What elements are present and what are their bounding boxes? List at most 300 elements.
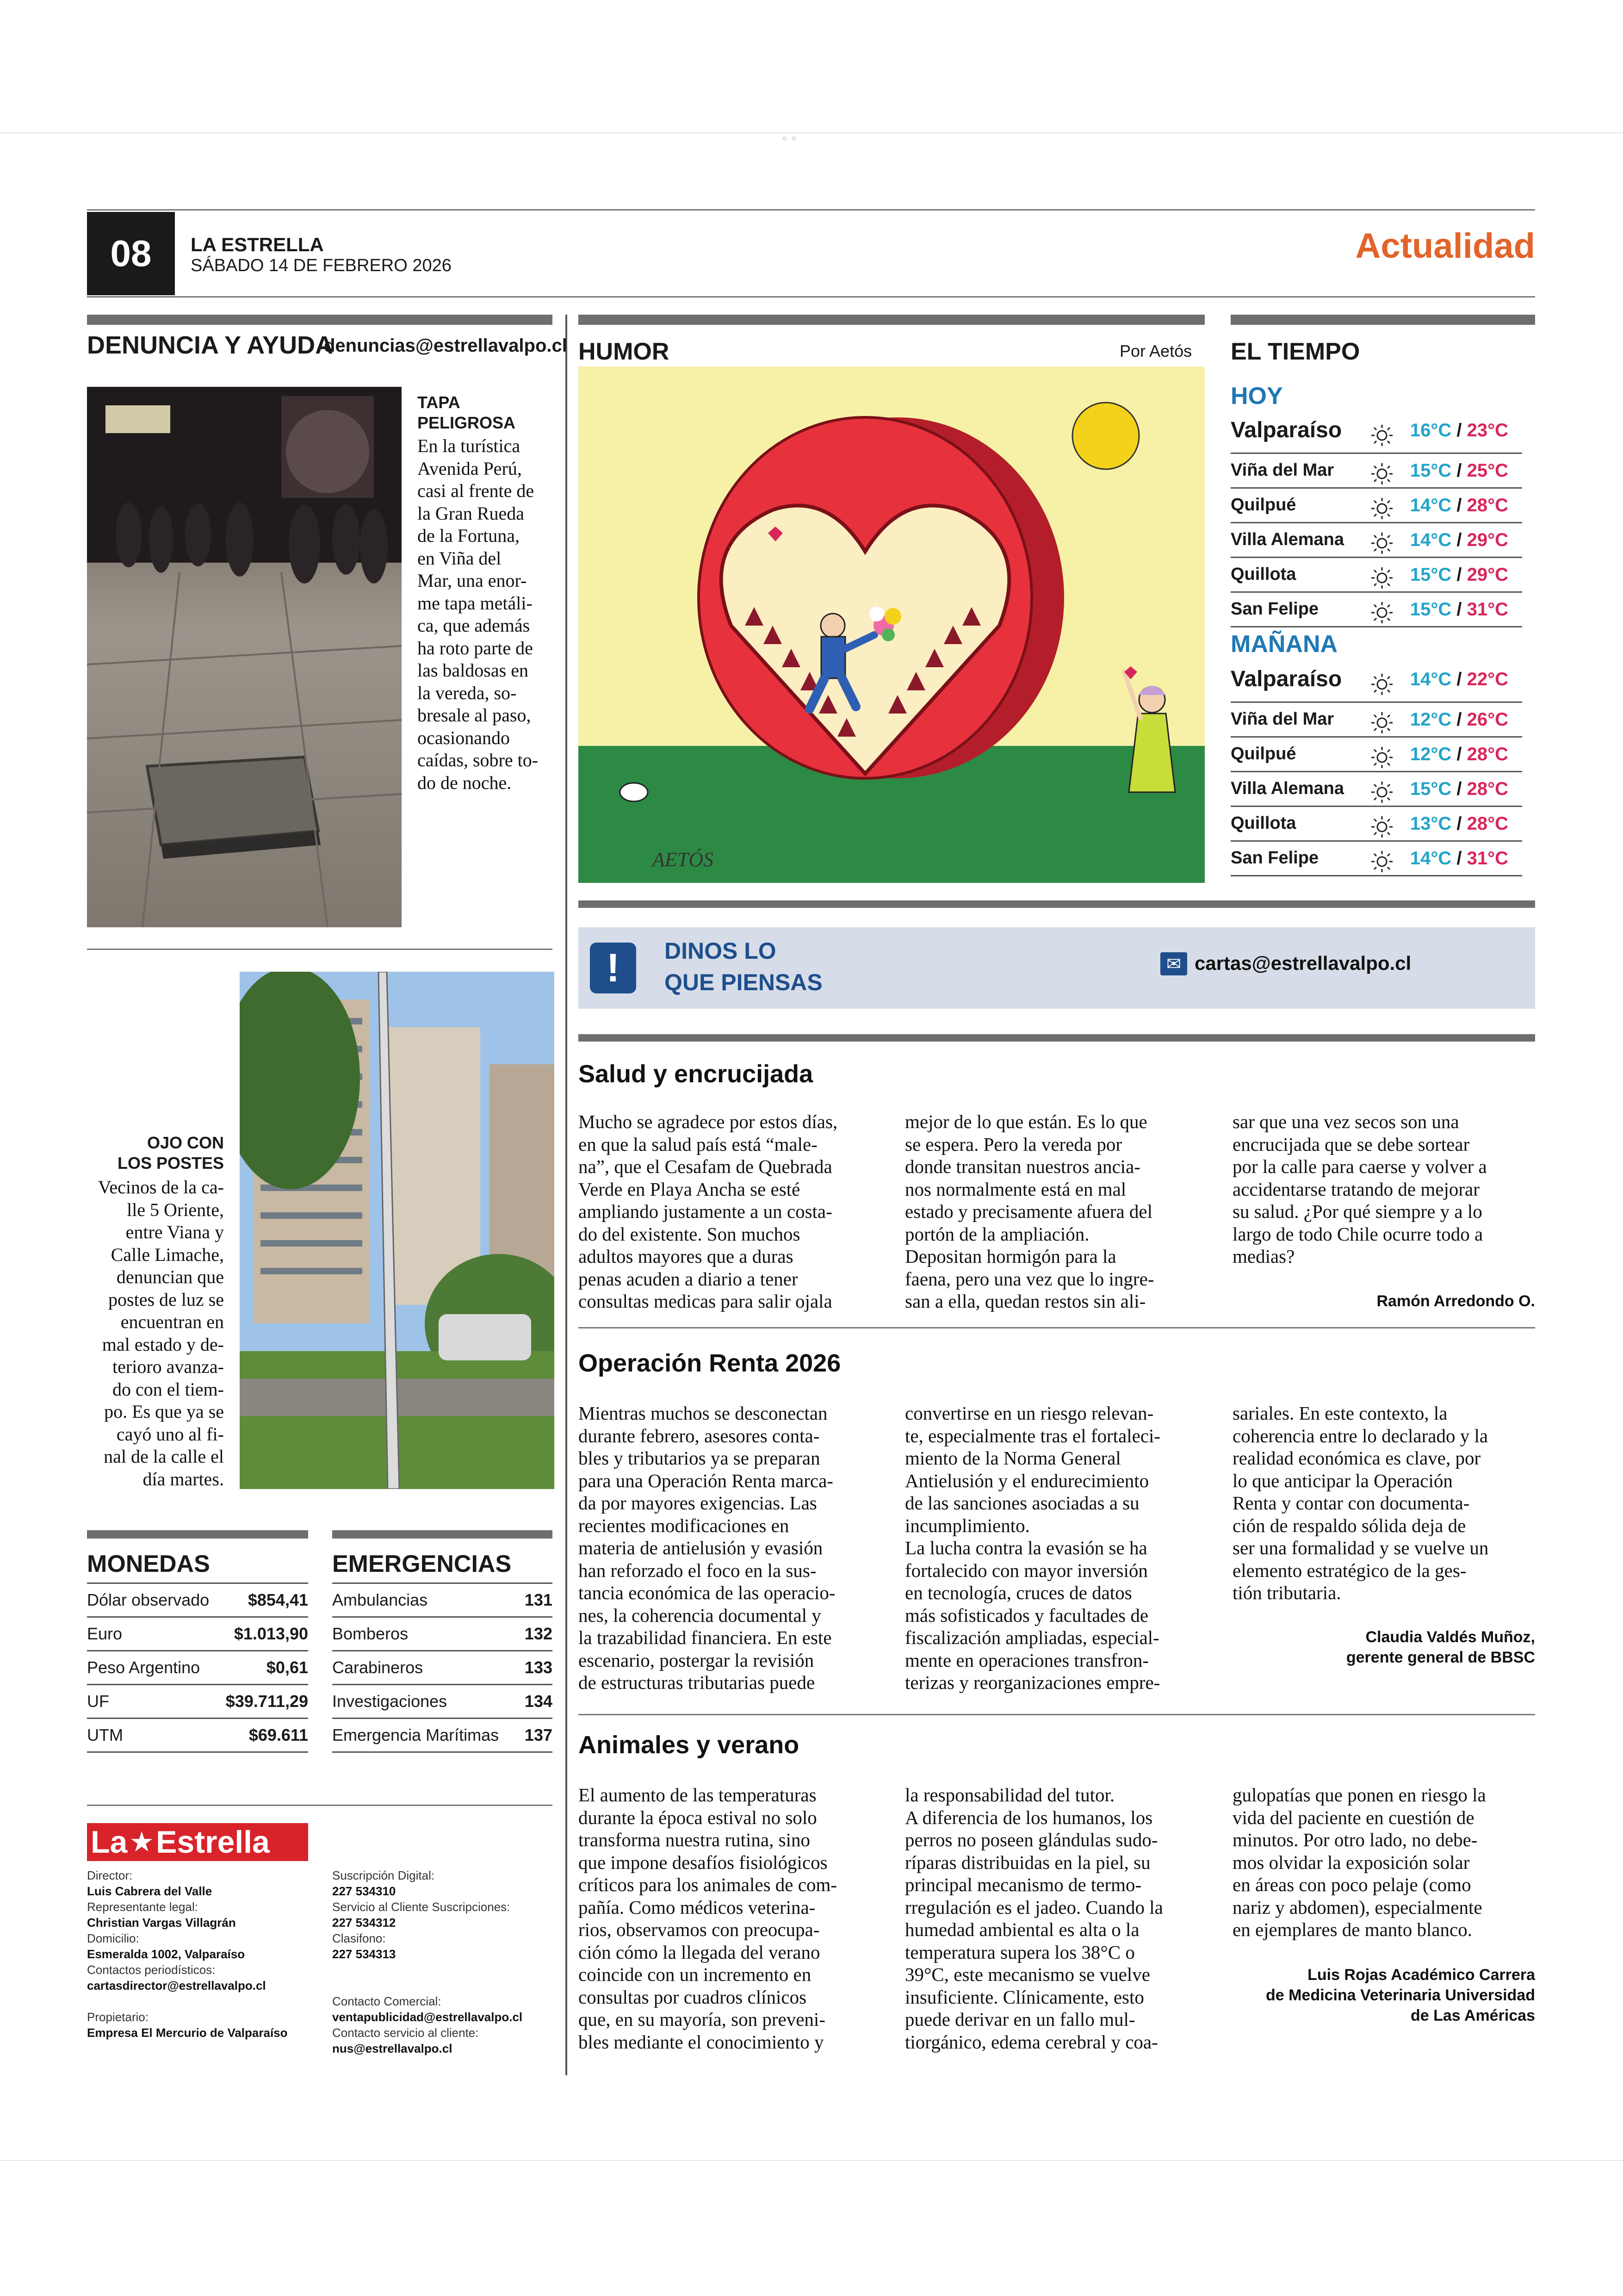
text-line: gulopatías que ponen en riesgo la <box>1233 1784 1486 1806</box>
weather-row <box>1231 807 1522 842</box>
text-line: Mientras muchos se desconectan <box>578 1402 828 1424</box>
mail-icon: ✉ <box>1160 952 1187 975</box>
row-value: 134 <box>524 1692 552 1711</box>
row-value: $69.611 <box>248 1725 308 1744</box>
text-line: postes de luz se <box>108 1289 224 1310</box>
monedas-table <box>87 1582 308 1760</box>
section-title: Actualidad <box>1355 226 1535 266</box>
text-line: faena, pero una vez que lo ingre- <box>905 1268 1154 1290</box>
sun-icon <box>1369 814 1394 839</box>
staff-label: Director: <box>87 1868 133 1882</box>
text-line: Mar, una enor- <box>417 570 527 591</box>
logo-left: La <box>91 1824 128 1860</box>
la-estrella-logo <box>87 1823 308 1861</box>
text-line: encrucijada que se debe sortear <box>1233 1133 1470 1155</box>
signature-line: Luis Rojas Académico Carrera <box>1307 1966 1535 1984</box>
text-line: Calle Limache, <box>111 1244 224 1265</box>
text-line: fortalecido con mayor inversión <box>905 1559 1148 1581</box>
text-line: por la calle para caerse y volver a <box>1233 1156 1487 1177</box>
page-number: 08 <box>110 233 152 274</box>
dinos-email[interactable]: cartas@estrellavalpo.cl <box>1195 952 1412 974</box>
weather-city: Quillota <box>1231 813 1296 833</box>
text-line: nos normalmente está en mal <box>905 1178 1127 1200</box>
temp-separator: / <box>1451 848 1467 869</box>
staff-label: Servicio al Cliente Suscripciones: <box>332 1900 510 1914</box>
temp-max: 22°C <box>1467 669 1508 689</box>
weather-row <box>1231 738 1522 772</box>
row-label: UF <box>87 1692 109 1711</box>
row-label: Emergencia Marítimas <box>332 1725 499 1744</box>
text-line: Renta y contar con documenta- <box>1233 1492 1470 1514</box>
text-line: mente en operaciones transfron- <box>905 1649 1149 1671</box>
text-line: pañía. Como médicos veterina- <box>578 1896 816 1918</box>
weather-temps <box>1410 813 1508 834</box>
temp-min: 13°C <box>1410 813 1452 834</box>
text-line: en tecnología, cruces de datos <box>905 1582 1132 1603</box>
text-line: puede derivar en un fallo mul- <box>905 2009 1135 2030</box>
text-line: mos olvidar la exposición solar <box>1233 1851 1470 1873</box>
row-value: 132 <box>524 1624 552 1643</box>
letter-signature <box>1233 1965 1535 2026</box>
text-line: largo de todo Chile ocurre todo a <box>1233 1223 1483 1245</box>
sun-icon <box>1369 600 1394 625</box>
text-line: cayó uno al fi- <box>116 1423 224 1445</box>
temp-max: 25°C <box>1467 460 1508 481</box>
text-line: nes, la coherencia documental y <box>578 1604 821 1626</box>
text-line: principal mecanismo de termo- <box>905 1874 1142 1895</box>
weather-city: Quillota <box>1231 565 1296 584</box>
weather-row <box>1231 593 1522 627</box>
text-line: ca, que además <box>417 615 530 636</box>
logo-right: Estrella <box>156 1824 270 1860</box>
text-line: consultas medicas para salir ojala <box>578 1291 832 1312</box>
staff-value[interactable]: nus@estrellavalpo.cl <box>332 2042 452 2055</box>
text-line: la Gran Rueda <box>417 503 525 524</box>
temp-separator: / <box>1451 599 1467 620</box>
denuncia-email[interactable]: denuncias@estrellavalpo.cl <box>324 335 567 356</box>
text-line: perros no poseen glándulas sudo- <box>905 1829 1158 1850</box>
text-line: Vecinos de la ca- <box>98 1177 224 1198</box>
text-line: casi al frente de <box>417 480 534 501</box>
text-line: En la turística <box>417 435 520 456</box>
humor-cartoon <box>578 366 1205 883</box>
denuncia-title: DENUNCIA Y AYUDA <box>87 331 334 359</box>
letter-divider <box>578 1714 1535 1715</box>
text-line: críticos para los animales de com- <box>578 1874 837 1895</box>
photo-light-poles <box>240 972 554 1489</box>
text-line: po. Es que ya se <box>104 1401 224 1422</box>
text-line: más sofisticados y facultades de <box>905 1604 1149 1626</box>
emergencias-table <box>332 1582 552 1760</box>
paper-name: LA ESTRELLA <box>191 234 324 255</box>
staff-label: Domicilio: <box>87 1931 139 1945</box>
staff-label: Contacto servicio al cliente: <box>332 2026 479 2040</box>
signature-line: de Las Américas <box>1411 2007 1535 2024</box>
text-line: para una Operación Renta marca- <box>578 1470 833 1491</box>
text-line: do del existente. Son muchos <box>578 1223 800 1245</box>
sun-icon <box>1369 745 1394 770</box>
text-line: ampliando justamente a un costa- <box>578 1201 832 1222</box>
temp-max: 28°C <box>1467 744 1508 764</box>
staff-value: Empresa El Mercurio de Valparaíso <box>87 2026 288 2040</box>
temp-separator: / <box>1451 709 1467 730</box>
staff-label: Representante legal: <box>87 1900 198 1914</box>
tapa-body <box>417 435 556 794</box>
weather-city: Valparaíso <box>1231 667 1342 691</box>
text-line: las baldosas en <box>417 660 528 681</box>
text-line: portón de la ampliación. <box>905 1223 1090 1245</box>
temp-min: 16°C <box>1410 420 1452 441</box>
text-line: la vereda, so- <box>417 682 517 703</box>
postes-body <box>87 1176 224 1490</box>
weather-temps <box>1410 709 1508 730</box>
text-line: ha roto parte de <box>417 637 533 658</box>
text-line: Mucho se agradece por estos días, <box>578 1111 838 1132</box>
sun-icon <box>1369 531 1394 556</box>
sun-icon <box>1369 672 1394 697</box>
exclamation-icon: ! <box>578 927 648 1009</box>
text-line: lle 5 Oriente, <box>127 1199 224 1220</box>
postes-headline-1: OJO CON <box>147 1133 224 1152</box>
row-value: 131 <box>524 1590 552 1609</box>
row-label: Euro <box>87 1624 123 1643</box>
temp-separator: / <box>1451 495 1467 515</box>
weather-title: EL TIEMPO <box>1231 338 1360 365</box>
tapa-headline-1: TAPA <box>417 393 460 412</box>
staff-value: 227 534310 <box>332 1884 396 1898</box>
temp-max: 28°C <box>1467 779 1508 799</box>
sun-icon <box>1369 780 1394 805</box>
text-line: humedad ambiental es alta o la <box>905 1919 1140 1940</box>
denuncia-rule <box>87 315 552 325</box>
staff-right <box>332 1868 554 2056</box>
table-row <box>332 1651 552 1685</box>
text-line: donde transitan nuestros ancia- <box>905 1156 1140 1177</box>
row-value: 137 <box>524 1725 552 1744</box>
text-line: que impone desafíos fisiológicos <box>578 1851 828 1873</box>
text-line: en Viña del <box>417 547 502 569</box>
letter-column <box>905 1111 1206 1313</box>
temp-min: 15°C <box>1410 565 1452 585</box>
letter-title: Salud y encrucijada <box>578 1060 813 1088</box>
temp-separator: / <box>1451 460 1467 481</box>
weather-city: Quilpué <box>1231 744 1296 763</box>
signature-line: Ramón Arredondo O. <box>1376 1292 1535 1310</box>
text-line: ocasionando <box>417 727 510 748</box>
humor-rule <box>578 315 1205 325</box>
column-divider-left <box>565 315 567 2075</box>
weather-city: Quilpué <box>1231 495 1296 515</box>
text-line: su salud. ¿Por qué siempre y a lo <box>1233 1201 1482 1222</box>
staff-label: Contacto Comercial: <box>332 1994 441 2008</box>
text-line: entre Viana y <box>125 1222 224 1242</box>
dinos-rule <box>578 900 1535 908</box>
text-line: me tapa metáli- <box>417 592 533 614</box>
text-line: temperatura supera los 38°C o <box>905 1941 1135 1963</box>
text-line: denuncian que <box>116 1266 224 1287</box>
weather-row <box>1231 842 1522 876</box>
text-line: fiscalización ampliadas, especial- <box>905 1627 1159 1648</box>
temp-min: 12°C <box>1410 709 1452 730</box>
text-line: de estructuras tributarias puede <box>578 1672 815 1693</box>
text-line: Antielusión y el endurecimiento <box>905 1470 1149 1491</box>
temp-max: 26°C <box>1467 709 1508 730</box>
letter-title: Operación Renta 2026 <box>578 1349 841 1377</box>
emergencias-rule <box>332 1530 552 1539</box>
weather-tomorrow-label: MAÑANA <box>1231 631 1338 658</box>
table-row <box>87 1719 308 1753</box>
row-value: 133 <box>524 1658 552 1677</box>
row-value: $39.711,29 <box>225 1692 308 1711</box>
weather-temps <box>1410 495 1508 516</box>
text-line: ríparas distribuidas en la piel, su <box>905 1851 1151 1873</box>
dinos-line1: DINOS LO <box>664 938 776 964</box>
weather-row <box>1231 413 1522 454</box>
weather-row <box>1231 523 1522 558</box>
weather-temps <box>1410 744 1508 765</box>
text-line: tión tributaria. <box>1233 1582 1341 1603</box>
text-line: sariales. En este contexto, la <box>1233 1402 1448 1424</box>
text-line: Depositan hormigón para la <box>905 1246 1116 1267</box>
letter-signature <box>1233 1627 1535 1668</box>
temp-separator: / <box>1451 779 1467 799</box>
text-line: la trazabilidad financiera. En este <box>578 1627 832 1648</box>
table-row <box>332 1719 552 1753</box>
text-line: mal estado y de- <box>102 1334 224 1355</box>
temp-min: 14°C <box>1410 669 1452 689</box>
weather-city: Villa Alemana <box>1231 779 1344 798</box>
table-row <box>87 1618 308 1651</box>
text-line: do con el tiem- <box>112 1378 224 1400</box>
sun-icon <box>1369 565 1394 590</box>
text-line: terioro avanza- <box>112 1356 224 1377</box>
letter-column <box>905 1402 1206 1694</box>
weather-row <box>1231 772 1522 807</box>
table-row <box>332 1618 552 1651</box>
text-line: Avenida Perú, <box>417 458 522 479</box>
temp-separator: / <box>1451 530 1467 550</box>
weather-city: San Felipe <box>1231 599 1319 619</box>
temp-separator: / <box>1451 420 1467 441</box>
staff-value: Esmeralda 1002, Valparaíso <box>87 1947 245 1961</box>
text-line: durante la época estival no solo <box>578 1806 817 1828</box>
text-line: encuentran en <box>120 1311 224 1332</box>
temp-separator: / <box>1451 669 1467 689</box>
text-line: adultos mayores que a duras <box>578 1246 793 1267</box>
staff-value: Christian Vargas Villagrán <box>87 1916 236 1930</box>
weather-temps <box>1410 420 1508 441</box>
text-line: coincide con un incremento en <box>578 1964 812 1985</box>
weather-temps <box>1410 599 1508 620</box>
row-value: $0,61 <box>266 1658 308 1677</box>
weather-temps <box>1410 779 1508 800</box>
page-number-box <box>87 212 175 295</box>
text-line: vida del paciente en cuestión de <box>1233 1806 1474 1828</box>
staff-label: Propietario: <box>87 2010 149 2024</box>
letter-column <box>1233 1402 1535 1604</box>
text-line: bresale al paso, <box>417 705 531 726</box>
row-value: $854,41 <box>248 1590 308 1609</box>
text-line: accidentarse tratando de mejorar <box>1233 1178 1480 1200</box>
postes-headline-2: LOS POSTES <box>117 1154 224 1173</box>
text-line: ción de respaldo sólida deja de <box>1233 1514 1466 1536</box>
text-line: nal de la calle el <box>104 1446 224 1467</box>
text-line: coherencia entre lo declarado y la <box>1233 1425 1488 1446</box>
sun-icon <box>1369 849 1394 874</box>
signature-line: gerente general de BBSC <box>1346 1649 1535 1666</box>
table-row <box>87 1584 308 1618</box>
text-line: bles mediante el conocimiento y <box>578 2031 824 2053</box>
text-line: rios, observamos con preocupa- <box>578 1919 820 1940</box>
staff-label: Clasifono: <box>332 1931 386 1945</box>
row-label: Investigaciones <box>332 1692 447 1711</box>
text-line: día martes. <box>142 1468 224 1489</box>
text-line: do de noche. <box>417 772 512 793</box>
sun-icon <box>1369 710 1394 735</box>
weather-city: Valparaíso <box>1231 418 1342 442</box>
humor-credit: Por Aetós <box>1120 341 1192 360</box>
temp-separator: / <box>1451 565 1467 585</box>
text-line: en que la salud país está “male- <box>578 1133 818 1155</box>
monedas-title: MONEDAS <box>87 1551 210 1577</box>
table-row <box>87 1651 308 1685</box>
staff-label: Contactos periodísticos: <box>87 1963 216 1977</box>
humor-title: HUMOR <box>578 338 669 365</box>
staff-value[interactable]: ventapublicidad@estrellavalpo.cl <box>332 2010 523 2024</box>
text-line: tiorgánico, edema cerebral y coa- <box>905 2031 1158 2053</box>
text-line: incumplimiento. <box>905 1514 1030 1536</box>
header-top-rule <box>87 209 1535 211</box>
temp-max: 28°C <box>1467 495 1508 515</box>
text-line: terizas y reorganizaciones empre- <box>905 1672 1160 1693</box>
text-line: caídas, sobre to- <box>417 750 539 770</box>
text-line: penas acuden a diario a tener <box>578 1268 798 1290</box>
temp-min: 15°C <box>1410 779 1452 799</box>
staff-left <box>87 1868 318 2041</box>
text-line: rregulación es el jadeo. Cuando la <box>905 1896 1163 1918</box>
letters-rule <box>578 1034 1535 1042</box>
text-line: durante febrero, asesores conta- <box>578 1425 820 1446</box>
sun-icon <box>1369 461 1394 486</box>
top-page-dots: ◦ ◦ <box>782 130 797 146</box>
row-label: Bomberos <box>332 1624 409 1643</box>
text-line: en ejemplares de manto blanco. <box>1233 1919 1472 1940</box>
weather-row <box>1231 703 1522 738</box>
text-line: insuficiente. Clínicamente, esto <box>905 1986 1144 2008</box>
text-line: 39°C, este mecanismo se vuelve <box>905 1964 1150 1985</box>
temp-min: 15°C <box>1410 599 1452 620</box>
weather-temps <box>1410 460 1508 481</box>
text-line: na”, que el Cesafam de Quebrada <box>578 1156 832 1177</box>
temp-max: 31°C <box>1467 599 1508 620</box>
temp-separator: / <box>1451 744 1467 764</box>
dinos-line2: QUE PIENSAS <box>664 969 823 995</box>
text-line: san a ella, quedan restos sin ali- <box>905 1291 1146 1312</box>
row-label: UTM <box>87 1725 123 1744</box>
signature-line: de Medicina Veterinaria Universidad <box>1265 1986 1535 2004</box>
staff-value[interactable]: cartasdirector@estrellavalpo.cl <box>87 1979 266 1992</box>
text-line: se espera. Pero la vereda por <box>905 1133 1122 1155</box>
text-line: bles y tributarios ya se preparan <box>578 1447 820 1469</box>
text-line: ser una formalidad y se vuelve un <box>1233 1537 1489 1558</box>
text-line: ción cómo la llegada del verano <box>578 1941 820 1963</box>
row-label: Peso Argentino <box>87 1658 200 1677</box>
letter-column <box>578 1402 879 1694</box>
text-line: sar que una vez secos son una <box>1233 1111 1459 1132</box>
text-line: transforma nuestra rutina, sino <box>578 1829 810 1850</box>
dinos-banner <box>578 927 1535 1009</box>
weather-city: Villa Alemana <box>1231 530 1344 549</box>
denuncia-divider <box>87 949 552 950</box>
text-line: en áreas con poco pelaje (como <box>1233 1874 1471 1895</box>
staff-value: 227 534312 <box>332 1916 396 1930</box>
text-line: da por mayores exigencias. Las <box>578 1492 817 1514</box>
text-line: recientes modificaciones en <box>578 1514 789 1536</box>
weather-city: Viña del Mar <box>1231 460 1334 480</box>
temp-min: 14°C <box>1410 848 1452 869</box>
text-line: Verde en Playa Ancha se esté <box>578 1178 800 1200</box>
temp-max: 23°C <box>1467 420 1508 441</box>
staff-label: Suscripción Digital: <box>332 1868 435 1882</box>
text-line: de la Fortuna, <box>417 525 520 546</box>
weather-temps <box>1410 530 1508 551</box>
tapa-headline-2: PELIGROSA <box>417 413 516 432</box>
temp-max: 29°C <box>1467 530 1508 550</box>
masthead-divider <box>87 1805 552 1806</box>
cartoon-signature: AETÓS <box>652 848 713 871</box>
weather-today-label: HOY <box>1231 383 1283 410</box>
header-bottom-rule <box>87 296 1535 298</box>
text-line: consultas por cuadros clínicos <box>578 1986 807 2008</box>
letter-divider <box>578 1327 1535 1328</box>
text-line: te, especialmente tras el fortaleci- <box>905 1425 1161 1446</box>
temp-min: 12°C <box>1410 744 1452 764</box>
text-line: A diferencia de los humanos, los <box>905 1806 1153 1828</box>
text-line: lo que anticipar la Operación <box>1233 1470 1453 1491</box>
sun-icon <box>1369 423 1394 448</box>
emergencias-title: EMERGENCIAS <box>332 1551 512 1577</box>
temp-min: 15°C <box>1410 460 1452 481</box>
text-line: miento de la Norma General <box>905 1447 1121 1469</box>
weather-row <box>1231 558 1522 593</box>
temp-separator: / <box>1451 813 1467 834</box>
monedas-rule <box>87 1530 308 1539</box>
letter-column <box>905 1784 1206 2053</box>
star-icon: ★ <box>129 1826 155 1857</box>
text-line: La lucha contra la evasión se ha <box>905 1537 1147 1558</box>
weather-temps <box>1410 848 1508 869</box>
temp-max: 29°C <box>1467 565 1508 585</box>
text-line: nariz y abdomen), especialmente <box>1233 1896 1482 1918</box>
letter-title: Animales y verano <box>578 1731 799 1759</box>
issue-date: SÁBADO 14 DE FEBRERO 2026 <box>191 256 452 275</box>
row-label: Ambulancias <box>332 1590 428 1609</box>
table-row <box>332 1584 552 1618</box>
text-line: elemento estratégico de la ges- <box>1233 1559 1467 1581</box>
text-line: que, en su mayoría, son preveni- <box>578 2009 825 2030</box>
text-line: tancia económica de las operacio- <box>578 1582 836 1603</box>
weather-row <box>1231 489 1522 523</box>
text-line: la responsabilidad del tutor. <box>905 1784 1115 1806</box>
text-line: estado y precisamente afuera del <box>905 1201 1153 1222</box>
weather-rule <box>1231 315 1535 325</box>
weather-temps <box>1410 669 1508 690</box>
temp-max: 28°C <box>1467 813 1508 834</box>
weather-city: San Felipe <box>1231 848 1319 868</box>
weather-temps <box>1410 565 1508 585</box>
text-line: han reforzado el foco en la sus- <box>578 1559 817 1581</box>
temp-min: 14°C <box>1410 530 1452 550</box>
